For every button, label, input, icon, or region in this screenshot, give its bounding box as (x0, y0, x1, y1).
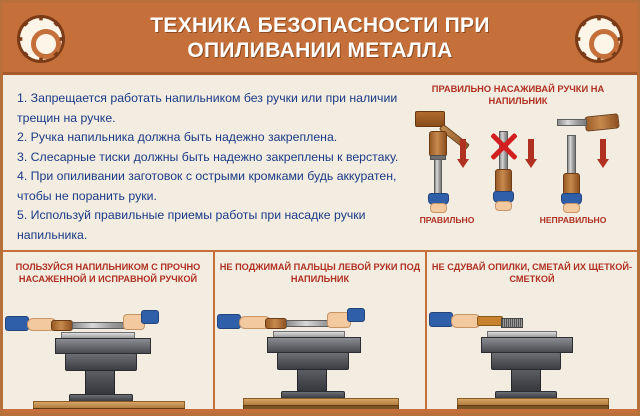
file-body (72, 322, 130, 329)
poster-header (3, 3, 637, 75)
panel-illustration (3, 302, 213, 413)
file-body (567, 135, 576, 175)
hand-sleeve (141, 310, 159, 324)
label-correct: ПРАВИЛЬНО (419, 215, 475, 225)
rule-item: 2. Ручка напильника должна быть надежно закреплена. (17, 130, 338, 144)
hand (563, 203, 580, 213)
panel-title: НЕ ПОДЖИМАЙ ПАЛЬЦЫ ЛЕВОЙ РУКИ ПОД НАПИЛЬНИК (219, 262, 421, 284)
brush-handle (477, 316, 503, 326)
file-handle (563, 173, 580, 195)
bottom-sections (3, 252, 637, 413)
saw-teeth-icon (575, 15, 623, 63)
handle-mounting-illustration (407, 83, 629, 245)
panel-fingers-warning (213, 252, 425, 413)
hand (430, 203, 447, 213)
vise-jaw (267, 337, 361, 353)
vise-body (491, 352, 561, 370)
file-body (434, 159, 442, 195)
panel-illustration (215, 302, 425, 413)
rules-list (17, 89, 402, 245)
brush-bristles-icon (501, 318, 523, 328)
page-title: ТЕХНИКА БЕЗОПАСНОСТИ ПРИ ОПИЛИВАНИИ МЕТАЛЛА (150, 13, 490, 62)
vise-jaw (481, 337, 573, 353)
rule-item: 3. Слесарные тиски должны быть надежно закреплены к верстаку. (17, 149, 399, 164)
file-handle (495, 169, 512, 193)
panel-title: НЕ СДУВАЙ ОПИЛКИ, СМЕТАЙ ИХ ЩЕТКОЙ-СМЕТКОЙ (431, 262, 633, 284)
circular-saw-icon (17, 15, 65, 63)
rule-item: 4. При опиливании заготовок с острыми кромками будь аккуратен, чтобы не поранить руки. (17, 169, 397, 203)
footer-strip (3, 409, 637, 413)
saw-teeth-icon (17, 15, 65, 63)
mallet-head-icon (415, 111, 445, 127)
panel-proper-handle (3, 252, 213, 413)
rule-item: 5. Используй правильные приемы работы при насадке ручки напильника. (17, 208, 366, 242)
rule-item: 1. Запрещается работать напильником без ручки или при наличии трещин на ручке. (17, 91, 398, 125)
hand (495, 201, 512, 211)
file-handle (265, 318, 287, 329)
top-section (3, 75, 637, 250)
hand-sleeve (217, 314, 241, 329)
vise-jaw (55, 338, 151, 354)
vise-column (297, 369, 327, 393)
vise-body (65, 353, 137, 371)
file-body (557, 119, 587, 126)
hand-sleeve (429, 312, 453, 327)
label-incorrect: НЕПРАВИЛЬНО (539, 215, 607, 225)
hand-sleeve (5, 316, 29, 331)
file-handle (51, 320, 73, 331)
vise-column (511, 369, 541, 393)
file-handle (584, 113, 619, 131)
cross-mark-icon (487, 129, 521, 163)
file-handle (429, 131, 447, 157)
hand-sleeve (347, 308, 365, 322)
panel-illustration (427, 302, 637, 413)
panel-use-brush (425, 252, 637, 413)
illustration-title: ПРАВИЛЬНО НАСАЖИВАЙ РУЧКИ НА НАПИЛЬНИК (431, 84, 605, 106)
circular-saw-icon (575, 15, 623, 63)
vise-body (277, 352, 349, 370)
vise-column (85, 370, 115, 396)
illustration-figures (407, 109, 629, 225)
panel-title: ПОЛЬЗУЙСЯ НАПИЛЬНИКОМ С ПРОЧНО НАСАЖЕННОЙ И ИСПРАВНОЙ РУЧКОЙ (15, 262, 201, 284)
